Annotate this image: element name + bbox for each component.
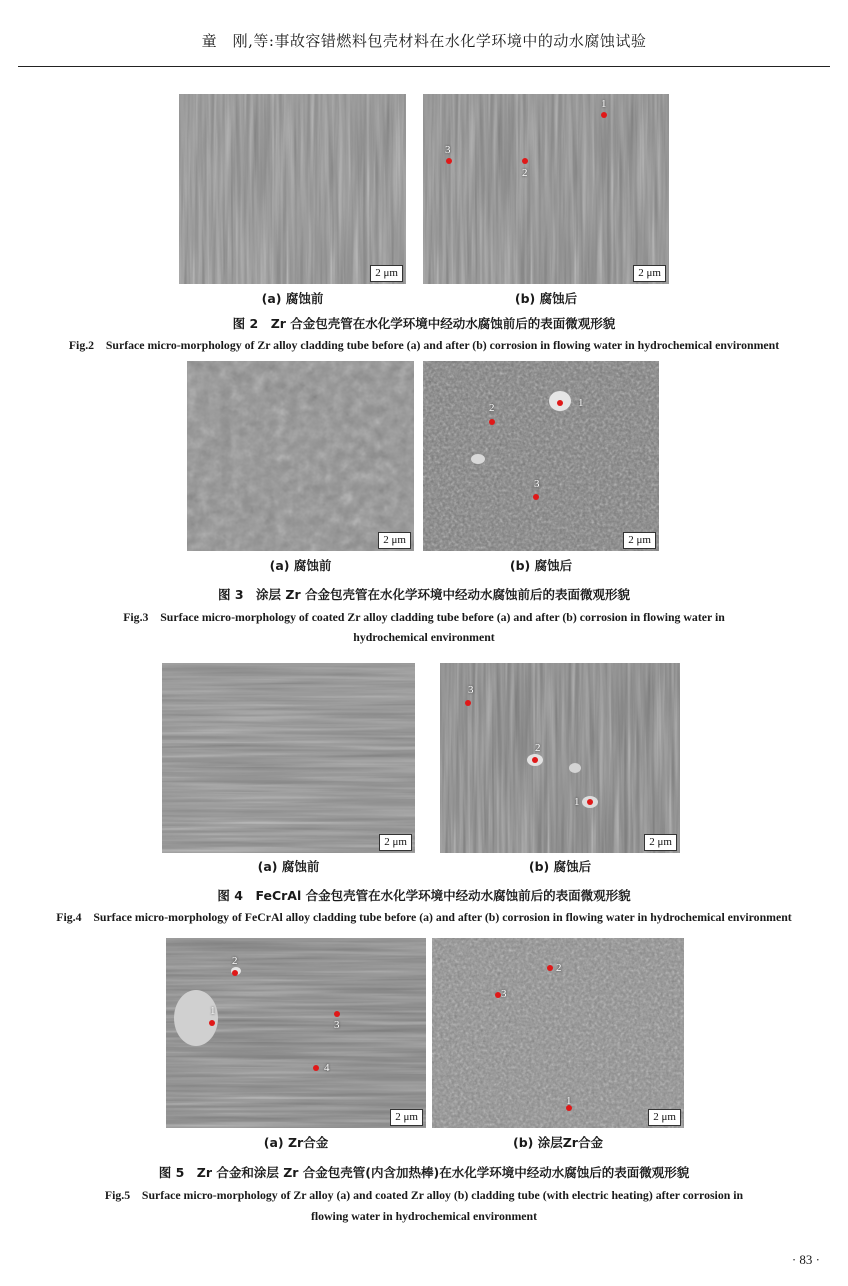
point-marker <box>601 112 607 118</box>
point-label: 3 <box>445 144 451 156</box>
scale-bar: 2 μm <box>623 532 656 549</box>
point-label: 2 <box>522 167 528 179</box>
point-marker <box>313 1065 319 1071</box>
scale-bar: 2 μm <box>390 1109 423 1126</box>
point-marker <box>533 494 539 500</box>
fig4-caption-en: Fig.4 Surface micro-morphology of FeCrAl alloy cladding tube before (a) and after (b) corrosion in flowing water in hydrochemical environment <box>56 910 792 924</box>
point-label: 2 <box>489 402 495 414</box>
point-marker <box>522 158 528 164</box>
point-label: 3 <box>334 1019 340 1031</box>
point-marker <box>232 970 238 976</box>
point-label: 1 <box>574 796 580 808</box>
scale-bar: 2 μm <box>633 265 666 282</box>
point-label: 4 <box>324 1062 330 1074</box>
point-label: 3 <box>468 684 474 696</box>
fig4-caption-cn: 图 4 FeCrAl 合金包壳管在水化学环境中经动水腐蚀前后的表面微观形貌 <box>217 888 631 903</box>
scale-bar: 2 μm <box>370 265 403 282</box>
fig5-caption-cn: 图 5 Zr 合金和涂层 Zr 合金包壳管(内含加热棒)在水化学环境中经动水腐蚀后的表面微观形貌 <box>158 1165 690 1180</box>
point-label: 2 <box>232 955 238 967</box>
fig3-caption-en-line2: hydrochemical environment <box>353 630 495 644</box>
point-marker <box>465 700 471 706</box>
fig3a-sem-image <box>187 361 414 551</box>
fig2-caption-cn: 图 2 Zr 合金包壳管在水化学环境中经动水腐蚀前后的表面微观形貌 <box>232 316 616 331</box>
fig2b-sem-image <box>423 94 669 284</box>
point-marker <box>446 158 452 164</box>
fig2b-sublabel: (b) 腐蚀后 <box>514 291 578 306</box>
fig5-caption-en-line1: Fig.5 Surface micro-morphology of Zr alloy (a) and coated Zr alloy (b) cladding tube (with electric heating) after corrosion in <box>104 1188 744 1202</box>
point-label: 1 <box>210 1005 216 1017</box>
point-marker <box>334 1011 340 1017</box>
fig4b-sem-image <box>440 663 680 853</box>
scale-bar: 2 μm <box>379 834 412 851</box>
fig3a-sublabel: (a) 腐蚀前 <box>269 558 332 573</box>
fig2-caption-en: Fig.2 Surface micro-morphology of Zr alloy cladding tube before (a) and after (b) corrosion in flowing water in hydrochemical environment <box>68 338 780 352</box>
point-label: 2 <box>535 742 541 754</box>
scale-bar: 2 μm <box>378 532 411 549</box>
point-marker <box>532 757 538 763</box>
scale-bar: 2 μm <box>644 834 677 851</box>
fig5a-sublabel: (a) Zr合金 <box>263 1135 329 1150</box>
page-number: · 83 · <box>791 1252 820 1267</box>
fig3-caption-en-line1: Fig.3 Surface micro-morphology of coated Zr alloy cladding tube before (a) and after (b) corrosion in flowing water in <box>123 610 725 624</box>
fig4a-sublabel: (a) 腐蚀前 <box>257 859 320 874</box>
fig5a-sem-image <box>166 938 426 1128</box>
fig2a-sem-image <box>179 94 406 284</box>
point-label: 2 <box>556 962 562 974</box>
fig5-caption-en-line2: flowing water in hydrochemical environment <box>310 1209 538 1223</box>
fig3-caption-cn: 图 3 涂层 Zr 合金包壳管在水化学环境中经动水腐蚀前后的表面微观形貌 <box>218 587 630 602</box>
point-label: 3 <box>534 478 540 490</box>
fig5b-sem-image <box>432 938 684 1128</box>
fig4b-sublabel: (b) 腐蚀后 <box>528 859 592 874</box>
fig2a-sublabel: (a) 腐蚀前 <box>261 291 324 306</box>
point-marker <box>489 419 495 425</box>
point-label: 1 <box>578 397 584 409</box>
fig4a-sem-image <box>162 663 415 853</box>
running-title: 童 刚,等:事故容错燃料包壳材料在水化学环境中的动水腐蚀试验 <box>201 32 647 50</box>
fig3b-sem-image <box>423 361 659 551</box>
point-marker <box>547 965 553 971</box>
fig5b-sublabel: (b) 涂层Zr合金 <box>513 1135 603 1150</box>
header-rule <box>18 66 830 67</box>
point-marker <box>557 400 563 406</box>
point-marker <box>209 1020 215 1026</box>
point-label: 1 <box>601 98 607 110</box>
scale-bar: 2 μm <box>648 1109 681 1126</box>
point-marker <box>587 799 593 805</box>
fig3b-sublabel: (b) 腐蚀后 <box>509 558 573 573</box>
point-label: 3 <box>501 988 507 1000</box>
point-label: 1 <box>566 1095 572 1107</box>
